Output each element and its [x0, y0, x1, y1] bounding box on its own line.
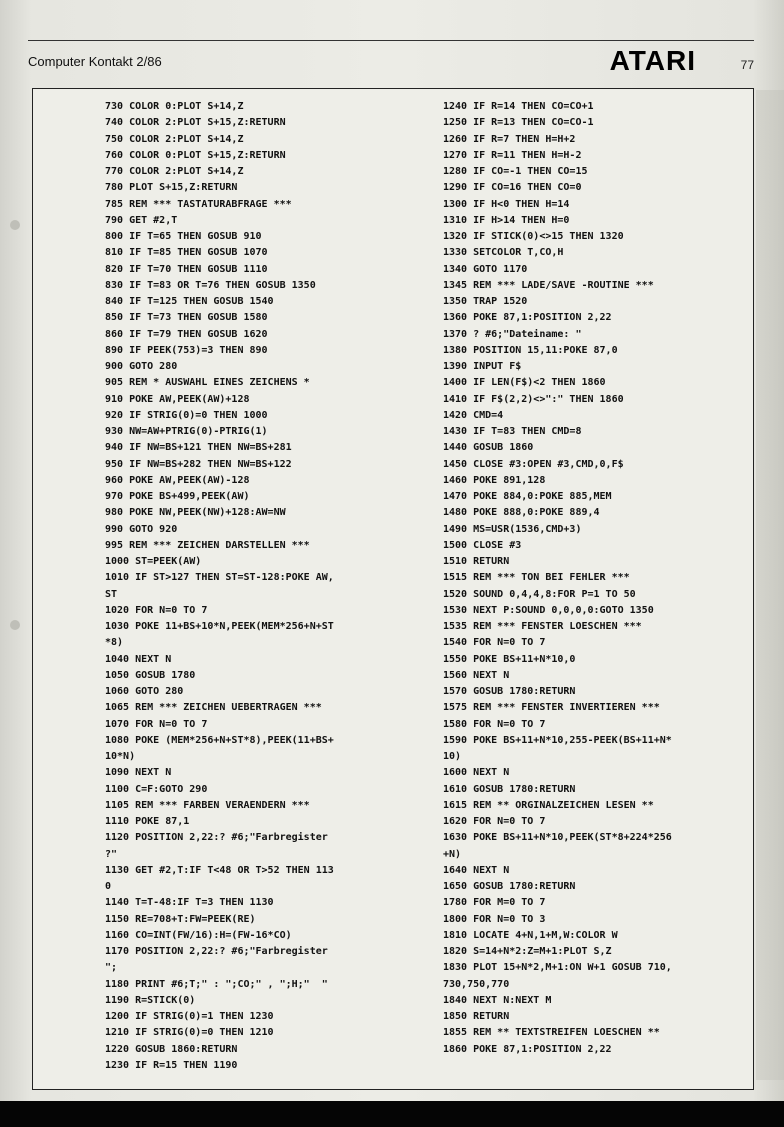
code-line: 830 IF T=83 OR T=76 THEN GOSUB 1350	[105, 279, 316, 291]
code-line: 1820 S=14+N*2:Z=M+1:PLOT S,Z	[443, 946, 612, 957]
code-line: 890 IF PEEK(753)=3 THEN 890	[105, 344, 268, 356]
code-line: 1540 FOR N=0 TO 7	[443, 637, 546, 649]
code-line: 1380 POSITION 15,11:POKE 87,0	[443, 344, 618, 356]
code-line: 860 IF T=79 THEN GOSUB 1620	[105, 328, 268, 340]
code-line: 1170 POSITION 2,22:? #6;"Farbregister	[105, 946, 328, 957]
code-line: 995 REM *** ZEICHEN DARSTELLEN ***	[105, 539, 310, 551]
code-line: 1520 SOUND 0,4,4,8:FOR P=1 TO 50	[443, 588, 636, 600]
code-line: 1270 IF R=11 THEN H=H-2	[443, 149, 582, 161]
code-line: 1080 POKE (MEM*256+N+ST*8),PEEK(11+BS+	[105, 734, 334, 746]
code-line: 1130 GET #2,T:IF T<48 OR T>52 THEN 113	[105, 864, 334, 876]
code-line: 1200 IF STRIG(0)=1 THEN 1230	[105, 1011, 274, 1022]
code-line: 900 GOTO 280	[105, 361, 178, 372]
code-line: 0	[105, 881, 112, 892]
code-line: 1440 GOSUB 1860	[443, 442, 534, 454]
code-line: 1160 CO=INT(FW/16):H=(FW-16*CO)	[105, 929, 292, 941]
code-line: 1090 NEXT N	[105, 767, 172, 779]
scan-edge	[0, 1101, 784, 1127]
code-line: 980 POKE NW,PEEK(NW)+128:AW=NW	[105, 507, 286, 519]
code-line: 1180 PRINT #6;T;" : ";CO;" , ";H;" "	[105, 978, 328, 990]
code-line: 1840 NEXT N:NEXT M	[443, 994, 552, 1006]
code-line: 990 GOTO 920	[105, 523, 178, 535]
code-line: 760 COLOR 0:PLOT S+15,Z:RETURN	[105, 149, 286, 161]
code-line: 1800 FOR N=0 TO 3	[443, 913, 546, 925]
code-line: 1580 FOR N=0 TO 7	[443, 718, 546, 730]
code-line: 1105 REM *** FARBEN VERAENDERN ***	[105, 799, 310, 811]
code-line: 1500 CLOSE #3	[443, 539, 522, 551]
code-line: 1550 POKE BS+11+N*10,0	[443, 653, 576, 665]
code-line: 1370 ? #6;"Dateiname: "	[443, 328, 582, 340]
code-line: 1250 IF R=13 THEN CO=CO-1	[443, 117, 594, 129]
binder-hole	[10, 220, 20, 230]
code-line: 1640 NEXT N	[443, 864, 510, 876]
code-line: 910 POKE AW,PEEK(AW)+128	[105, 393, 250, 405]
code-line: 1400 IF LEN(F$)<2 THEN 1860	[443, 377, 606, 389]
code-line: 1300 IF H<0 THEN H=14	[443, 198, 570, 210]
code-line: 1140 T=T-48:IF T=3 THEN 1130	[105, 897, 274, 909]
code-line: 1020 FOR N=0 TO 7	[105, 604, 208, 616]
code-line: 780 PLOT S+15,Z:RETURN	[105, 182, 238, 194]
code-line: 1570 GOSUB 1780:RETURN	[443, 686, 576, 697]
brand-logo: ATARI	[609, 45, 696, 76]
code-line: ST	[105, 588, 118, 600]
code-line: 1650 GOSUB 1780:RETURN	[443, 881, 576, 892]
code-line: 1060 GOTO 280	[105, 686, 184, 697]
code-line: 1340 GOTO 1170	[443, 263, 528, 275]
code-line: 1310 IF H>14 THEN H=0	[443, 214, 570, 226]
code-line: 1490 MS=USR(1536,CMD+3)	[443, 523, 582, 535]
code-line: 930 NW=AW+PTRIG(0)-PTRIG(1)	[105, 426, 268, 437]
code-line: 850 IF T=73 THEN GOSUB 1580	[105, 312, 268, 324]
code-line: 1110 POKE 87,1	[105, 816, 190, 827]
code-line: 1220 GOSUB 1860:RETURN	[105, 1043, 238, 1055]
code-line: 1560 NEXT N	[443, 669, 510, 681]
listing-column-left	[105, 99, 334, 1074]
code-line: 740 COLOR 2:PLOT S+15,Z:RETURN	[105, 117, 286, 129]
code-line: 1860 POKE 87,1:POSITION 2,22	[443, 1043, 612, 1055]
code-line: 1030 POKE 11+BS+10*N,PEEK(MEM*256+N+ST	[105, 621, 334, 632]
code-line: 905 REM * AUSWAHL EINES ZEICHENS *	[105, 377, 310, 389]
code-line: 1460 POKE 891,128	[443, 474, 546, 486]
code-line: +N)	[443, 848, 462, 860]
show-through-shadow	[756, 90, 784, 1080]
listing-column-right	[443, 99, 672, 1058]
code-line: 1530 NEXT P:SOUND 0,0,0,0:GOTO 1350	[443, 604, 654, 616]
code-line: 1600 NEXT N	[443, 767, 510, 779]
code-line: 1610 GOSUB 1780:RETURN	[443, 783, 576, 795]
code-line: 785 REM *** TASTATURABFRAGE ***	[105, 198, 292, 210]
code-line: 1000 ST=PEEK(AW)	[105, 556, 202, 567]
code-line: 960 POKE AW,PEEK(AW)-128	[105, 474, 250, 486]
code-line: 1390 INPUT F$	[443, 361, 522, 372]
code-line: 1260 IF R=7 THEN H=H+2	[443, 133, 576, 145]
code-line: 1330 SETCOLOR T,CO,H	[443, 247, 564, 259]
code-line: 1575 REM *** FENSTER INVERTIEREN ***	[443, 702, 660, 714]
code-line: 1350 TRAP 1520	[443, 296, 528, 307]
code-line: 750 COLOR 2:PLOT S+14,Z	[105, 133, 244, 145]
code-line: 1515 REM *** TON BEI FEHLER ***	[443, 572, 630, 584]
code-line: 1620 FOR N=0 TO 7	[443, 816, 546, 827]
code-line: 940 IF NW=BS+121 THEN NW=BS+281	[105, 442, 292, 454]
code-line: 1830 PLOT 15+N*2,M+1:ON W+1 GOSUB 710,	[443, 962, 672, 974]
code-line: 10)	[443, 751, 462, 762]
code-line: 970 POKE BS+499,PEEK(AW)	[105, 491, 250, 502]
code-line: 1120 POSITION 2,22:? #6;"Farbregister	[105, 832, 328, 844]
code-line: 730,750,770	[443, 978, 510, 990]
code-line: 820 IF T=70 THEN GOSUB 1110	[105, 263, 268, 275]
code-line: 1535 REM *** FENSTER LOESCHEN ***	[443, 621, 642, 632]
code-line: 1290 IF CO=16 THEN CO=0	[443, 182, 582, 194]
code-line: 1040 NEXT N	[105, 653, 172, 665]
code-line: 1320 IF STICK(0)<>15 THEN 1320	[443, 231, 624, 242]
page-number: 77	[740, 58, 754, 72]
code-line: *8)	[105, 637, 124, 649]
code-line: 1420 CMD=4	[443, 409, 504, 421]
code-line: 1430 IF T=83 THEN CMD=8	[443, 426, 582, 437]
code-line: 1410 IF F$(2,2)<>":" THEN 1860	[443, 393, 624, 405]
code-line: ";	[105, 962, 118, 974]
code-line: 1480 POKE 888,0:POKE 889,4	[443, 507, 600, 519]
code-line: 1615 REM ** ORGINALZEICHEN LESEN **	[443, 799, 654, 811]
code-line: 1590 POKE BS+11+N*10,255-PEEK(BS+11+N*	[443, 734, 672, 746]
code-line: 950 IF NW=BS+282 THEN NW=BS+122	[105, 458, 292, 470]
code-line: 1470 POKE 884,0:POKE 885,MEM	[443, 491, 612, 502]
code-line: 810 IF T=85 THEN GOSUB 1070	[105, 247, 268, 259]
code-line: 1850 RETURN	[443, 1011, 510, 1022]
code-line: 1280 IF CO=-1 THEN CO=15	[443, 166, 588, 177]
code-line: 1010 IF ST>127 THEN ST=ST-128:POKE AW,	[105, 572, 334, 584]
code-line: 1360 POKE 87,1:POSITION 2,22	[443, 312, 612, 324]
page-header	[28, 40, 754, 77]
code-line: 1810 LOCATE 4+N,1+M,W:COLOR W	[443, 929, 618, 941]
code-line: 1210 IF STRIG(0)=0 THEN 1210	[105, 1027, 274, 1039]
code-line: 770 COLOR 2:PLOT S+14,Z	[105, 166, 244, 177]
code-line: 1150 RE=708+T:FW=PEEK(RE)	[105, 913, 256, 925]
code-line: 1510 RETURN	[443, 556, 510, 567]
code-line: 1780 FOR M=0 TO 7	[443, 897, 546, 909]
code-line: 1070 FOR N=0 TO 7	[105, 718, 208, 730]
code-line: 1230 IF R=15 THEN 1190	[105, 1059, 238, 1071]
code-line: 1065 REM *** ZEICHEN UEBERTRAGEN ***	[105, 702, 322, 714]
code-line: 1050 GOSUB 1780	[105, 669, 196, 681]
code-line: 1100 C=F:GOTO 290	[105, 783, 208, 795]
code-line: 800 IF T=65 THEN GOSUB 910	[105, 231, 262, 242]
code-line: ?"	[105, 848, 118, 860]
code-line: 1190 R=STICK(0)	[105, 994, 196, 1006]
code-line: 1630 POKE BS+11+N*10,PEEK(ST*8+224*256	[443, 832, 672, 844]
code-line: 1240 IF R=14 THEN CO=CO+1	[443, 101, 594, 112]
code-line: 730 COLOR 0:PLOT S+14,Z	[105, 101, 244, 112]
magazine-title: Computer Kontakt 2/86	[28, 54, 162, 69]
code-line: 1450 CLOSE #3:OPEN #3,CMD,0,F$	[443, 458, 624, 470]
code-line: 790 GET #2,T	[105, 214, 178, 226]
code-line: 840 IF T=125 THEN GOSUB 1540	[105, 296, 274, 307]
code-line: 10*N)	[105, 751, 136, 762]
code-line: 1855 REM ** TEXTSTREIFEN LOESCHEN **	[443, 1027, 660, 1039]
binder-hole	[10, 620, 20, 630]
code-line: 920 IF STRIG(0)=0 THEN 1000	[105, 409, 268, 421]
basic-listing-box	[32, 88, 754, 1090]
code-line: 1345 REM *** LADE/SAVE -ROUTINE ***	[443, 279, 654, 291]
